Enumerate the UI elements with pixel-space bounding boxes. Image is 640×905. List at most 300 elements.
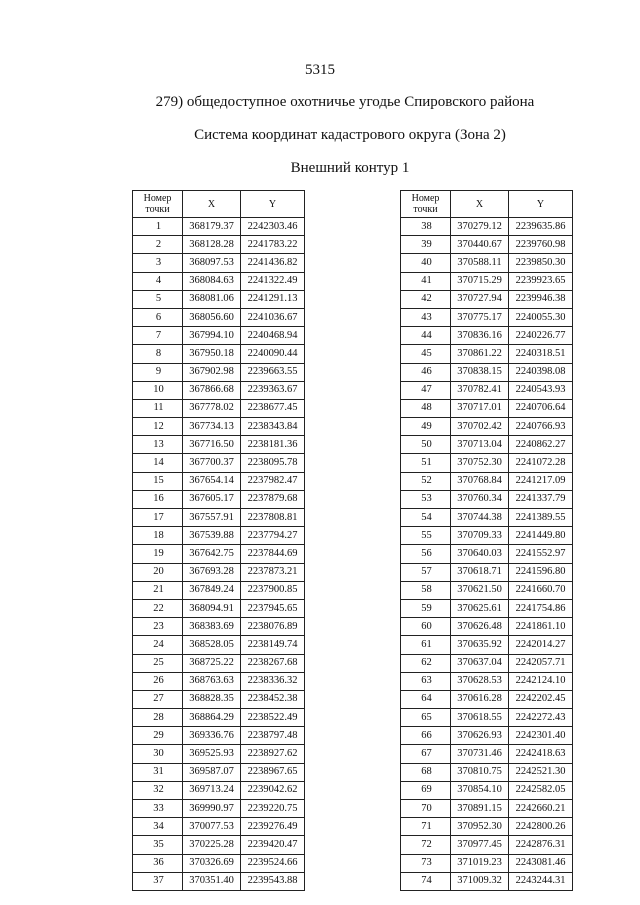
y-coordinate: 2241436.82	[241, 254, 305, 272]
table-row	[133, 308, 305, 326]
x-coordinate: 371019.23	[451, 854, 509, 872]
point-number: 38	[401, 218, 451, 236]
x-coordinate: 368725.22	[183, 654, 241, 672]
x-coordinate: 368084.63	[183, 272, 241, 290]
table-row	[401, 800, 573, 818]
y-coordinate: 2241036.67	[241, 308, 305, 326]
x-coordinate: 367642.75	[183, 545, 241, 563]
point-number: 15	[133, 472, 183, 490]
y-coordinate: 2237982.47	[241, 472, 305, 490]
y-coordinate: 2242303.46	[241, 218, 305, 236]
point-number: 32	[133, 781, 183, 799]
y-coordinate: 2242124.10	[509, 672, 573, 690]
table-row	[133, 727, 305, 745]
x-coordinate: 367654.14	[183, 472, 241, 490]
y-coordinate: 2237844.69	[241, 545, 305, 563]
table-row	[401, 563, 573, 581]
y-coordinate: 2237873.21	[241, 563, 305, 581]
point-number: 1	[133, 218, 183, 236]
y-coordinate: 2241291.13	[241, 290, 305, 308]
x-coordinate: 368097.53	[183, 254, 241, 272]
table-row	[133, 745, 305, 763]
y-coordinate: 2239363.67	[241, 381, 305, 399]
x-coordinate: 370836.16	[451, 327, 509, 345]
table-row	[133, 527, 305, 545]
header-y: Y	[509, 191, 573, 218]
point-number: 7	[133, 327, 183, 345]
point-number: 5	[133, 290, 183, 308]
x-coordinate: 370891.15	[451, 800, 509, 818]
table-row	[133, 454, 305, 472]
x-coordinate: 367539.88	[183, 527, 241, 545]
point-number: 45	[401, 345, 451, 363]
x-coordinate: 370635.92	[451, 636, 509, 654]
table-row	[401, 436, 573, 454]
point-number: 54	[401, 509, 451, 527]
x-coordinate: 368128.28	[183, 236, 241, 254]
point-number: 43	[401, 308, 451, 326]
table-row	[133, 436, 305, 454]
y-coordinate: 2242202.45	[509, 690, 573, 708]
y-coordinate: 2243081.46	[509, 854, 573, 872]
x-coordinate: 370760.34	[451, 490, 509, 508]
x-coordinate: 367605.17	[183, 490, 241, 508]
table-row	[133, 509, 305, 527]
x-coordinate: 369713.24	[183, 781, 241, 799]
y-coordinate: 2238149.74	[241, 636, 305, 654]
y-coordinate: 2242272.43	[509, 709, 573, 727]
table-row	[401, 872, 573, 890]
y-coordinate: 2240318.51	[509, 345, 573, 363]
y-coordinate: 2242660.21	[509, 800, 573, 818]
x-coordinate: 367866.68	[183, 381, 241, 399]
y-coordinate: 2240226.77	[509, 327, 573, 345]
header-y: Y	[241, 191, 305, 218]
y-coordinate: 2242301.40	[509, 727, 573, 745]
point-number: 30	[133, 745, 183, 763]
x-coordinate: 368179.37	[183, 218, 241, 236]
point-number: 10	[133, 381, 183, 399]
table-header-row	[133, 191, 305, 218]
y-coordinate: 2238522.49	[241, 709, 305, 727]
y-coordinate: 2237945.65	[241, 599, 305, 617]
table-row	[401, 509, 573, 527]
coordinates-table-left	[132, 190, 305, 891]
point-number: 60	[401, 618, 451, 636]
table-row	[133, 563, 305, 581]
x-coordinate: 370717.01	[451, 399, 509, 417]
x-coordinate: 368763.63	[183, 672, 241, 690]
table-row	[401, 599, 573, 617]
point-number: 55	[401, 527, 451, 545]
table-row	[401, 836, 573, 854]
x-coordinate: 370854.10	[451, 781, 509, 799]
point-number: 14	[133, 454, 183, 472]
header-point-number: Номер точки	[133, 191, 183, 218]
point-number: 73	[401, 854, 451, 872]
coordinate-system-title: Система координат кадастрового округа (Зона 2)	[194, 127, 506, 143]
table-row	[401, 290, 573, 308]
x-coordinate: 370715.29	[451, 272, 509, 290]
table-row	[133, 763, 305, 781]
point-number: 19	[133, 545, 183, 563]
table-row	[133, 472, 305, 490]
point-number: 36	[133, 854, 183, 872]
point-number: 11	[133, 399, 183, 417]
page-number: 5315	[305, 62, 335, 78]
x-coordinate: 370838.15	[451, 363, 509, 381]
table-row	[133, 690, 305, 708]
header-x: X	[451, 191, 509, 218]
point-number: 8	[133, 345, 183, 363]
y-coordinate: 2238336.32	[241, 672, 305, 690]
table-row	[133, 254, 305, 272]
table-row	[401, 654, 573, 672]
point-number: 40	[401, 254, 451, 272]
table-row	[133, 363, 305, 381]
document-title: 279) общедоступное охотничье угодье Спировского района	[155, 94, 535, 110]
x-coordinate: 367778.02	[183, 399, 241, 417]
point-number: 28	[133, 709, 183, 727]
table-row	[401, 672, 573, 690]
y-coordinate: 2237900.85	[241, 581, 305, 599]
point-number: 74	[401, 872, 451, 890]
point-number: 68	[401, 763, 451, 781]
x-coordinate: 370810.75	[451, 763, 509, 781]
table-row	[133, 545, 305, 563]
y-coordinate: 2242876.31	[509, 836, 573, 854]
point-number: 2	[133, 236, 183, 254]
y-coordinate: 2239663.55	[241, 363, 305, 381]
x-coordinate: 370768.84	[451, 472, 509, 490]
y-coordinate: 2240055.30	[509, 308, 573, 326]
point-number: 62	[401, 654, 451, 672]
point-number: 24	[133, 636, 183, 654]
x-coordinate: 370621.50	[451, 581, 509, 599]
point-number: 3	[133, 254, 183, 272]
y-coordinate: 2238452.38	[241, 690, 305, 708]
table-row	[401, 254, 573, 272]
point-number: 27	[133, 690, 183, 708]
table-row	[401, 727, 573, 745]
point-number: 4	[133, 272, 183, 290]
point-number: 23	[133, 618, 183, 636]
point-number: 70	[401, 800, 451, 818]
table-row	[401, 363, 573, 381]
table-row	[133, 872, 305, 890]
point-number: 41	[401, 272, 451, 290]
y-coordinate: 2241072.28	[509, 454, 573, 472]
x-coordinate: 369587.07	[183, 763, 241, 781]
x-coordinate: 367716.50	[183, 436, 241, 454]
point-number: 48	[401, 399, 451, 417]
x-coordinate: 370977.45	[451, 836, 509, 854]
table-row	[133, 618, 305, 636]
y-coordinate: 2241449.80	[509, 527, 573, 545]
y-coordinate: 2238677.45	[241, 399, 305, 417]
y-coordinate: 2240862.27	[509, 436, 573, 454]
y-coordinate: 2239923.65	[509, 272, 573, 290]
x-coordinate: 367902.98	[183, 363, 241, 381]
table-row	[133, 218, 305, 236]
table-row	[133, 290, 305, 308]
x-coordinate: 367693.28	[183, 563, 241, 581]
y-coordinate: 2238076.89	[241, 618, 305, 636]
point-number: 72	[401, 836, 451, 854]
point-number: 51	[401, 454, 451, 472]
point-number: 26	[133, 672, 183, 690]
x-coordinate: 370618.71	[451, 563, 509, 581]
y-coordinate: 2239524.66	[241, 854, 305, 872]
y-coordinate: 2241754.86	[509, 599, 573, 617]
x-coordinate: 370440.67	[451, 236, 509, 254]
table-row	[401, 581, 573, 599]
y-coordinate: 2243244.31	[509, 872, 573, 890]
y-coordinate: 2241322.49	[241, 272, 305, 290]
x-coordinate: 370225.28	[183, 836, 241, 854]
x-coordinate: 370077.53	[183, 818, 241, 836]
table-row	[133, 636, 305, 654]
x-coordinate: 370628.53	[451, 672, 509, 690]
table-row	[401, 709, 573, 727]
x-coordinate: 370618.55	[451, 709, 509, 727]
table-row	[133, 836, 305, 854]
table-row	[401, 381, 573, 399]
y-coordinate: 2238181.36	[241, 436, 305, 454]
point-number: 31	[133, 763, 183, 781]
point-number: 59	[401, 599, 451, 617]
point-number: 53	[401, 490, 451, 508]
point-number: 29	[133, 727, 183, 745]
header-x: X	[183, 191, 241, 218]
y-coordinate: 2240398.08	[509, 363, 573, 381]
point-number: 44	[401, 327, 451, 345]
x-coordinate: 370775.17	[451, 308, 509, 326]
point-number: 46	[401, 363, 451, 381]
y-coordinate: 2238095.78	[241, 454, 305, 472]
table-row	[133, 709, 305, 727]
point-number: 67	[401, 745, 451, 763]
point-number: 42	[401, 290, 451, 308]
x-coordinate: 368383.69	[183, 618, 241, 636]
y-coordinate: 2237794.27	[241, 527, 305, 545]
y-coordinate: 2238343.84	[241, 418, 305, 436]
y-coordinate: 2241337.79	[509, 490, 573, 508]
y-coordinate: 2241389.55	[509, 509, 573, 527]
y-coordinate: 2241596.80	[509, 563, 573, 581]
y-coordinate: 2242057.71	[509, 654, 573, 672]
table-row	[133, 672, 305, 690]
y-coordinate: 2241552.97	[509, 545, 573, 563]
y-coordinate: 2242014.27	[509, 636, 573, 654]
point-number: 57	[401, 563, 451, 581]
table-row	[401, 818, 573, 836]
y-coordinate: 2242521.30	[509, 763, 573, 781]
table-row	[401, 763, 573, 781]
x-coordinate: 370731.46	[451, 745, 509, 763]
table-row	[401, 745, 573, 763]
point-number: 50	[401, 436, 451, 454]
point-number: 64	[401, 690, 451, 708]
point-number: 61	[401, 636, 451, 654]
point-number: 69	[401, 781, 451, 799]
table-row	[401, 490, 573, 508]
contour-title: Внешний контур 1	[290, 160, 410, 176]
table-row	[133, 781, 305, 799]
y-coordinate: 2237808.81	[241, 509, 305, 527]
table-row	[401, 236, 573, 254]
point-number: 58	[401, 581, 451, 599]
table-row	[133, 490, 305, 508]
x-coordinate: 370326.69	[183, 854, 241, 872]
x-coordinate: 370351.40	[183, 872, 241, 890]
x-coordinate: 370709.33	[451, 527, 509, 545]
x-coordinate: 370952.30	[451, 818, 509, 836]
table-row	[401, 690, 573, 708]
table-row	[401, 345, 573, 363]
y-coordinate: 2242418.63	[509, 745, 573, 763]
y-coordinate: 2240706.64	[509, 399, 573, 417]
coordinates-table-right	[400, 190, 573, 891]
x-coordinate: 367994.10	[183, 327, 241, 345]
point-number: 71	[401, 818, 451, 836]
table-row	[133, 581, 305, 599]
table-row	[133, 399, 305, 417]
x-coordinate: 370861.22	[451, 345, 509, 363]
y-coordinate: 2239042.62	[241, 781, 305, 799]
x-coordinate: 368094.91	[183, 599, 241, 617]
point-number: 17	[133, 509, 183, 527]
table-row	[133, 327, 305, 345]
table-row	[133, 854, 305, 872]
x-coordinate: 368528.05	[183, 636, 241, 654]
point-number: 9	[133, 363, 183, 381]
table-row	[401, 327, 573, 345]
table-row	[133, 236, 305, 254]
point-number: 21	[133, 581, 183, 599]
table-row	[401, 272, 573, 290]
y-coordinate: 2239276.49	[241, 818, 305, 836]
y-coordinate: 2239420.47	[241, 836, 305, 854]
y-coordinate: 2238267.68	[241, 654, 305, 672]
x-coordinate: 370616.28	[451, 690, 509, 708]
x-coordinate: 370640.03	[451, 545, 509, 563]
x-coordinate: 367700.37	[183, 454, 241, 472]
x-coordinate: 367849.24	[183, 581, 241, 599]
x-coordinate: 367734.13	[183, 418, 241, 436]
table-row	[401, 781, 573, 799]
table-row	[133, 800, 305, 818]
point-number: 39	[401, 236, 451, 254]
table-row	[133, 345, 305, 363]
point-number: 6	[133, 308, 183, 326]
y-coordinate: 2239220.75	[241, 800, 305, 818]
y-coordinate: 2239946.38	[509, 290, 573, 308]
table-row	[401, 636, 573, 654]
x-coordinate: 367557.91	[183, 509, 241, 527]
table-row	[133, 599, 305, 617]
table-row	[401, 399, 573, 417]
table-row	[133, 418, 305, 436]
y-coordinate: 2242800.26	[509, 818, 573, 836]
point-number: 56	[401, 545, 451, 563]
table-row	[401, 854, 573, 872]
x-coordinate: 370713.04	[451, 436, 509, 454]
table-row	[401, 618, 573, 636]
header-point-number: Номер точки	[401, 191, 451, 218]
point-number: 25	[133, 654, 183, 672]
table-row	[401, 218, 573, 236]
point-number: 66	[401, 727, 451, 745]
table-row	[401, 545, 573, 563]
y-coordinate: 2240543.93	[509, 381, 573, 399]
x-coordinate: 370727.94	[451, 290, 509, 308]
y-coordinate: 2237879.68	[241, 490, 305, 508]
x-coordinate: 370637.04	[451, 654, 509, 672]
x-coordinate: 368864.29	[183, 709, 241, 727]
y-coordinate: 2241660.70	[509, 581, 573, 599]
y-coordinate: 2239850.30	[509, 254, 573, 272]
table-row	[401, 418, 573, 436]
y-coordinate: 2238967.65	[241, 763, 305, 781]
x-coordinate: 370626.93	[451, 727, 509, 745]
point-number: 33	[133, 800, 183, 818]
table-row	[133, 272, 305, 290]
point-number: 13	[133, 436, 183, 454]
point-number: 18	[133, 527, 183, 545]
x-coordinate: 368081.06	[183, 290, 241, 308]
y-coordinate: 2238797.48	[241, 727, 305, 745]
y-coordinate: 2238927.62	[241, 745, 305, 763]
x-coordinate: 367950.18	[183, 345, 241, 363]
point-number: 63	[401, 672, 451, 690]
point-number: 37	[133, 872, 183, 890]
y-coordinate: 2240090.44	[241, 345, 305, 363]
x-coordinate: 369525.93	[183, 745, 241, 763]
x-coordinate: 370744.38	[451, 509, 509, 527]
table-row	[133, 818, 305, 836]
table-row	[401, 527, 573, 545]
point-number: 35	[133, 836, 183, 854]
table-row	[401, 472, 573, 490]
table-header-row	[401, 191, 573, 218]
point-number: 20	[133, 563, 183, 581]
y-coordinate: 2241783.22	[241, 236, 305, 254]
point-number: 22	[133, 599, 183, 617]
x-coordinate: 370588.11	[451, 254, 509, 272]
table-row	[133, 654, 305, 672]
y-coordinate: 2242582.05	[509, 781, 573, 799]
y-coordinate: 2240766.93	[509, 418, 573, 436]
point-number: 12	[133, 418, 183, 436]
point-number: 34	[133, 818, 183, 836]
y-coordinate: 2239760.98	[509, 236, 573, 254]
x-coordinate: 371009.32	[451, 872, 509, 890]
x-coordinate: 370279.12	[451, 218, 509, 236]
x-coordinate: 370626.48	[451, 618, 509, 636]
x-coordinate: 368056.60	[183, 308, 241, 326]
table-row	[133, 381, 305, 399]
y-coordinate: 2239543.88	[241, 872, 305, 890]
y-coordinate: 2241861.10	[509, 618, 573, 636]
y-coordinate: 2239635.86	[509, 218, 573, 236]
point-number: 52	[401, 472, 451, 490]
y-coordinate: 2241217.09	[509, 472, 573, 490]
x-coordinate: 370625.61	[451, 599, 509, 617]
table-row	[401, 454, 573, 472]
table-row	[401, 308, 573, 326]
y-coordinate: 2240468.94	[241, 327, 305, 345]
